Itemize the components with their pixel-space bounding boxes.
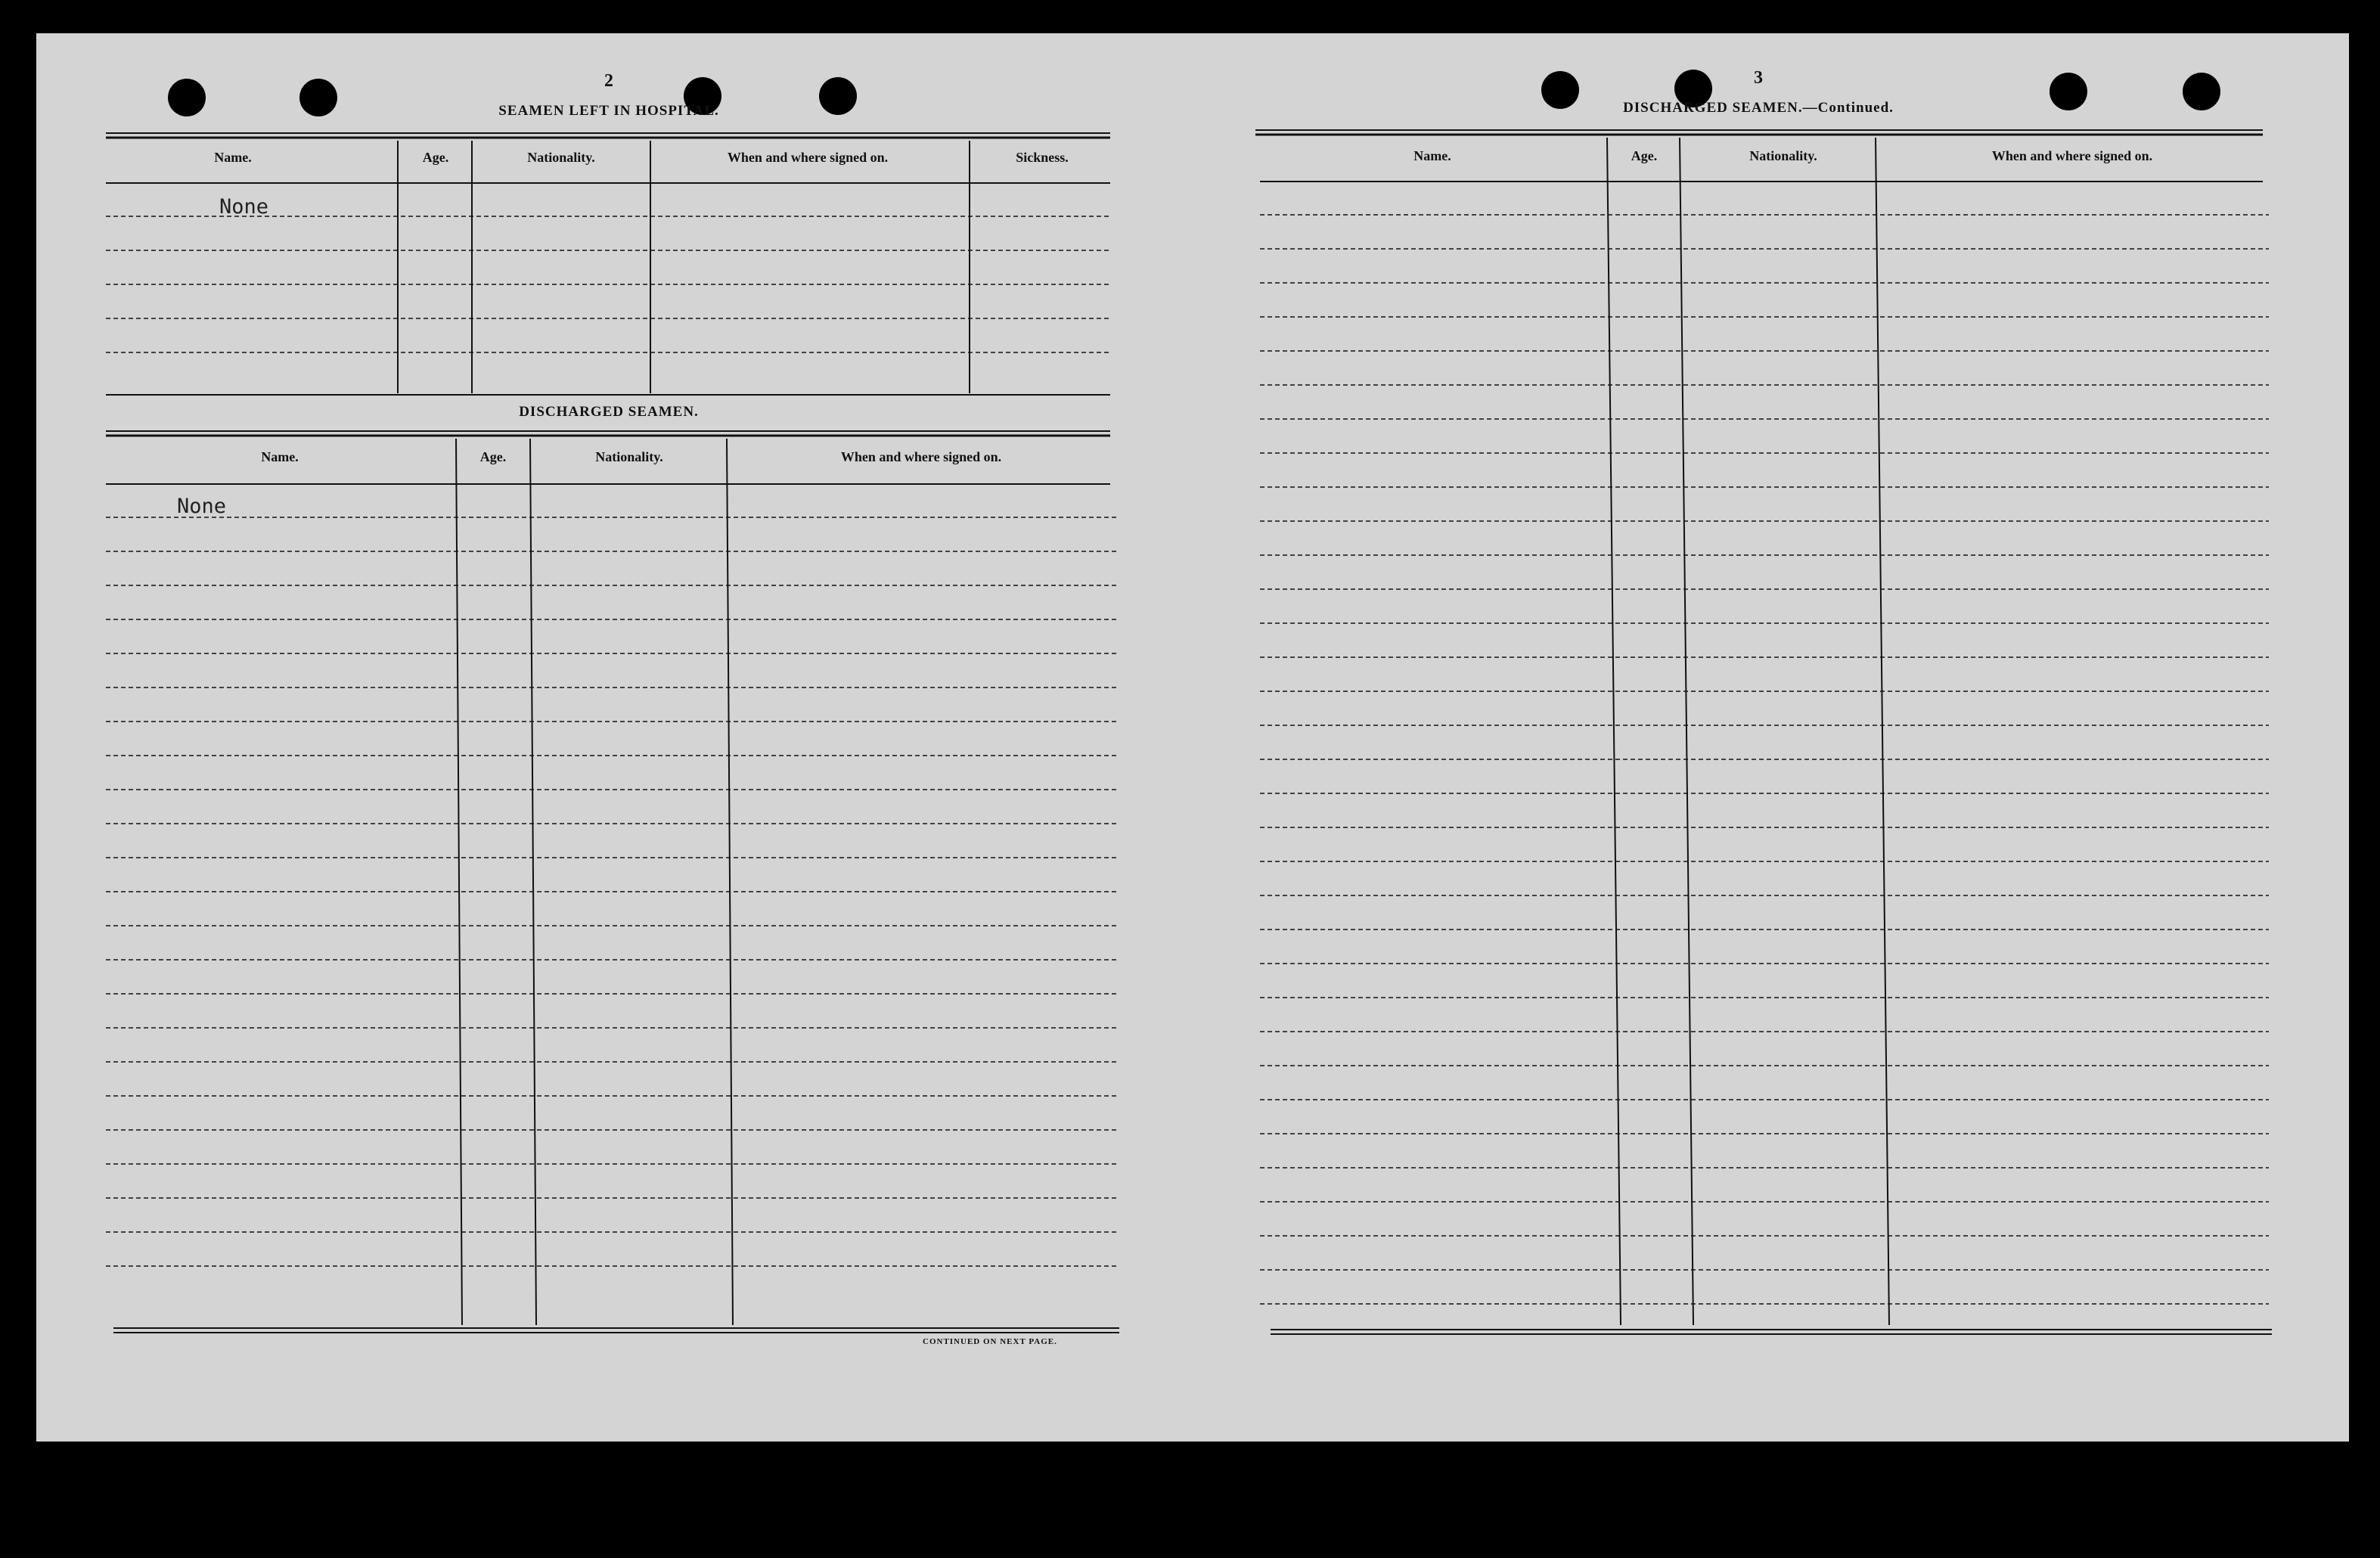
col-signed-on: When and where signed on. bbox=[1991, 148, 2153, 163]
page-number-left: 2 bbox=[604, 71, 613, 91]
discharged-entry: None bbox=[177, 495, 227, 518]
col-signed-on: When and where signed on. bbox=[727, 150, 889, 165]
col-signed-on: When and where signed on. bbox=[840, 449, 1002, 464]
col-nationality: Nationality. bbox=[527, 150, 595, 165]
hospital-entry: None bbox=[219, 195, 269, 219]
section-title-discharged-continued: DISCHARGED SEAMEN.—Continued. bbox=[1623, 100, 1894, 116]
continued-note: CONTINUED ON NEXT PAGE. bbox=[923, 1337, 1057, 1346]
page-number-right: 3 bbox=[1754, 68, 1763, 88]
col-sickness: Sickness. bbox=[1016, 150, 1069, 165]
col-name: Name. bbox=[261, 449, 299, 464]
col-nationality: Nationality. bbox=[1749, 148, 1817, 163]
section-title-hospital: SEAMEN LEFT IN HOSPITAL. bbox=[498, 103, 719, 119]
col-age: Age. bbox=[422, 150, 449, 165]
col-age: Age. bbox=[1631, 148, 1658, 163]
col-name: Name. bbox=[214, 150, 252, 165]
col-nationality: Nationality. bbox=[595, 449, 663, 464]
col-name: Name. bbox=[1413, 148, 1451, 163]
col-age: Age. bbox=[479, 449, 507, 464]
section-title-discharged: DISCHARGED SEAMEN. bbox=[519, 404, 699, 420]
